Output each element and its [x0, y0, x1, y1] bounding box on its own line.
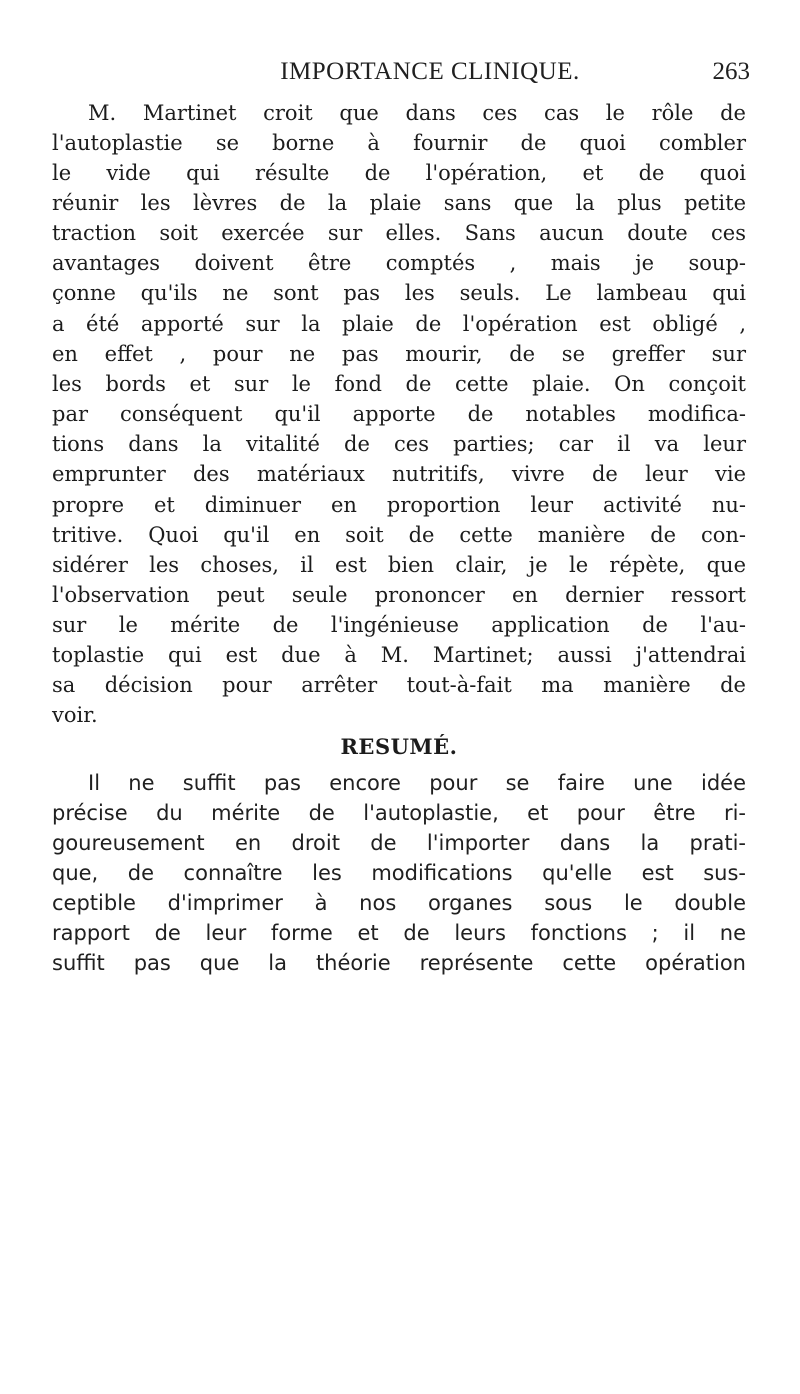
running-head	[110, 58, 750, 92]
paragraph-1-line: l'observation peut seule prononcer en dernier ressort	[52, 583, 746, 607]
paragraph-1-line: voir.	[52, 703, 98, 727]
paragraph-1-line: propre et diminuer en proportion leur activité nu-	[52, 493, 746, 517]
paragraph-2-line: suffit pas que la théorie représente cette opération	[52, 951, 746, 975]
paragraph-1-line: le vide qui résulte de l'opération, et de quoi	[52, 161, 746, 185]
paragraph-1-line: tritive. Quoi qu'il en soit de cette manière de con-	[52, 523, 746, 547]
paragraph-1-line: sa décision pour arrêter tout-à-fait ma manière de	[52, 673, 746, 697]
running-title: IMPORTANCE CLINIQUE.	[280, 58, 580, 85]
paragraph-2-line: rapport de leur forme et de leurs fonctions ; il ne	[52, 921, 746, 945]
paragraph-2-line: précise du mérite de l'autoplastie, et pour être ri-	[52, 801, 746, 825]
paragraph-1-line: traction soit exercée sur elles. Sans aucun doute ces	[52, 221, 746, 245]
paragraph-1-line: l'autoplastie se borne à fournir de quoi combler	[52, 131, 746, 155]
paragraph-1-line: les bords et sur le fond de cette plaie. On conçoit	[52, 372, 746, 396]
paragraph-1-line: çonne qu'ils ne sont pas les seuls. Le lambeau qui	[52, 281, 746, 305]
paragraph-2-line: Il ne suffit pas encore pour se faire une idée	[88, 771, 746, 795]
paragraph-1-line: réunir les lèvres de la plaie sans que la plus petite	[52, 191, 746, 215]
paragraph-1-line: toplastie qui est due à M. Martinet; aussi j'attendrai	[52, 643, 746, 667]
paragraph-1-line: en effet , pour ne pas mourir, de se greffer sur	[52, 342, 746, 366]
paragraph-1-line: avantages doivent être comptés , mais je soup-	[52, 251, 746, 275]
paragraph-1-line: tions dans la vitalité de ces parties; car il va leur	[52, 432, 746, 456]
section-heading: RESUMÉ.	[340, 734, 458, 759]
paragraph-2-line: que, de connaître les modifications qu'elle est sus-	[52, 861, 746, 885]
paragraph-1-line: M. Martinet croit que dans ces cas le rôle de	[88, 101, 746, 125]
paragraph-1-line: emprunter des matériaux nutritifs, vivre de leur vie	[52, 462, 746, 486]
page-number: 263	[712, 58, 750, 85]
paragraph-2-line: ceptible d'imprimer à nos organes sous le double	[52, 891, 746, 915]
paragraph-1-line: sidérer les choses, il est bien clair, je le répète, que	[52, 553, 746, 577]
paragraph-2-line: goureusement en droit de l'importer dans la prati-	[52, 831, 746, 855]
paragraph-1-line: a été apporté sur la plaie de l'opération est obligé ,	[52, 312, 746, 336]
paragraph-1-line: sur le mérite de l'ingénieuse application de l'au-	[52, 613, 746, 637]
paragraph-1-line: par conséquent qu'il apporte de notables modifica-	[52, 402, 746, 426]
